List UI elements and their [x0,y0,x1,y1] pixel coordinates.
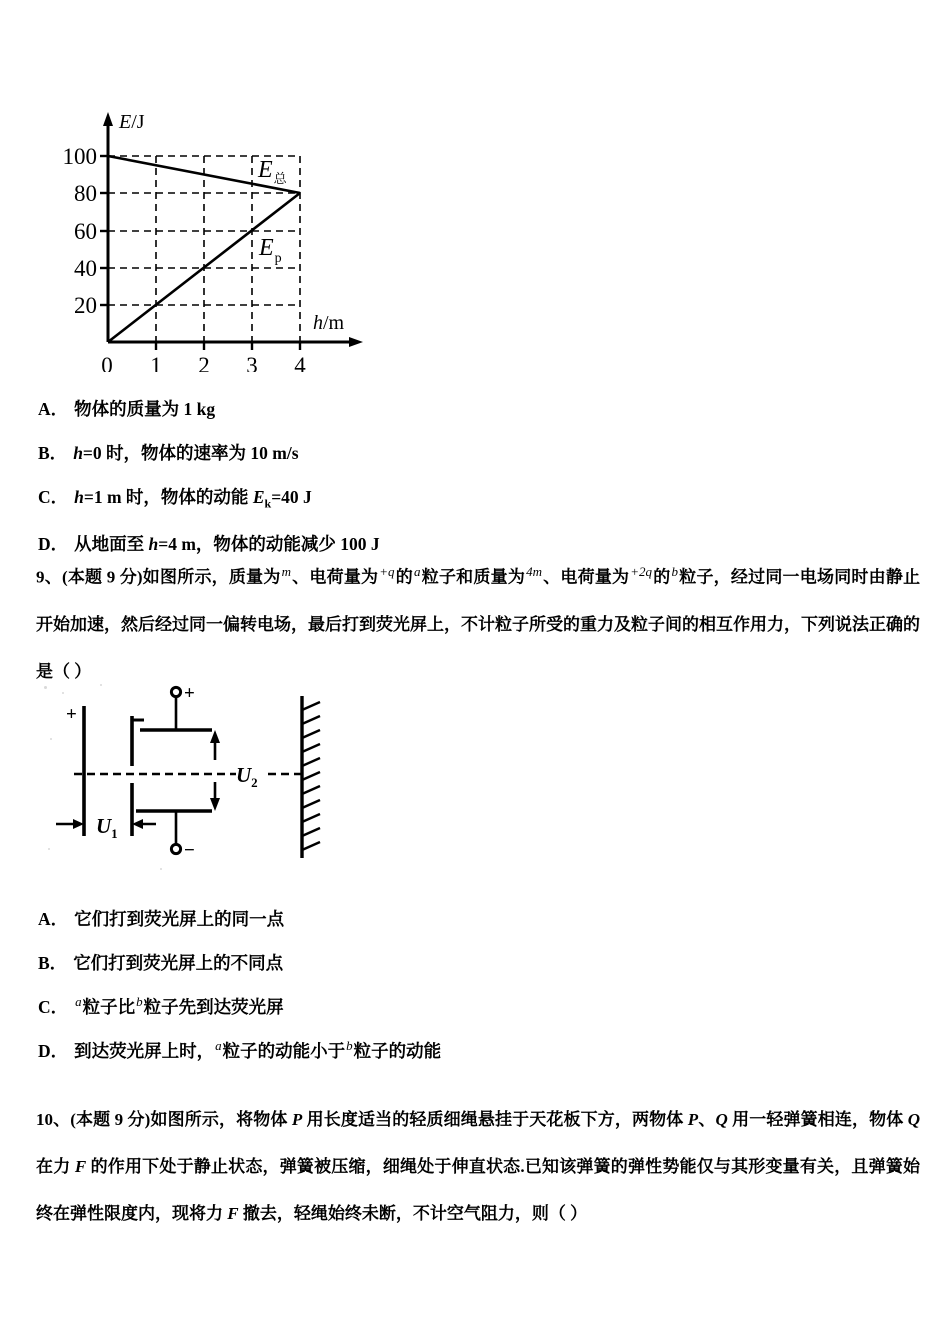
y-tick-80: 80 [74,181,97,206]
option-label: C． [38,487,69,507]
u2-label: $U_2$ [236,763,258,790]
option-text: 到达荧光屏上时，$^a$粒子的动能小于$^b$粒子的动能 [74,1038,442,1061]
question9-options [38,906,441,1082]
energy-vs-height-graph [55,92,395,372]
question10-stem: 10、(本题 9 分)如图所示，将物体 P 用长度适当的轻质细绳悬挂于天花板下方，两物体 P、Q 用一轻弹簧相连，物体 Q 在力 F 的作用下处于静止状态，弹簧被压缩，细绳处于伸直状态.已知该弹簧的弹性势能仅与其形变量有关，且弹簧始终在弹性限度内，现将力 F 撤去，轻绳始终未断，不计空气阻力，则（ ） [36,1110,921,1223]
option-text: h=1 m 时，物体的动能 $E_k=40$ J [74,487,312,511]
x-tick-1: 1 [150,353,162,372]
screen-hatching [302,702,320,850]
question9-option-c[interactable] [38,994,441,1019]
option-label: B． [38,953,68,973]
curve-label-total: $E_总$ [258,157,287,186]
origin-label: 0 [101,353,113,372]
y-tick-20: 20 [74,293,97,318]
curve-label-potential: $E_p$ [259,235,282,266]
option-text: 它们打到荧光屏上的不同点 [73,953,284,973]
option-label: A． [38,399,69,419]
question9-option-a[interactable] [38,906,441,931]
u1-label: $U_1$ [96,814,118,841]
question8-option-a[interactable] [38,396,380,421]
y-axis-label: E/J [119,111,145,133]
x-tick-2: 2 [198,353,210,372]
u2-arrow-up [210,730,220,743]
option-text: $^a$粒子比$^b$粒子先到达荧光屏 [75,994,284,1017]
option-text: h=0 时，物体的速率为 10 m/s [73,443,299,463]
question9-stem: 9、(本题 9 分)如图所示，质量为$^m$、电荷量为$^{+q}$的$^a$粒子和质量为$^{4m}$、电荷量为$^{+2q}$的$^b$粒子，经过同一电场同时由静止开始加速，然后经过同一偏转电场，最后打到荧光屏上，不计粒子所受的重力及粒子间的相互作用力，下列说法正确的是（ ） [36,564,921,681]
option-label: A． [38,909,69,929]
option-label: D． [38,533,69,554]
option-text: 它们打到荧光屏上的同一点 [74,909,285,929]
question8-option-b[interactable] [38,440,380,465]
y-tick-100: 100 [62,144,97,169]
question9-option-d[interactable] [38,1038,441,1063]
terminal-node-top [171,687,180,696]
question9-option-b[interactable] [38,950,441,975]
question10-number: 10、(本题 9 分) [36,1110,151,1129]
question9-number: 9、(本题 9 分) [36,567,143,587]
x-axis-label: h/m [313,312,345,334]
option-text: 从地面至 h=4 m，物体的动能减少 100 J [74,533,380,554]
accel-plus-sign: + [66,704,77,725]
x-tick-3: 3 [246,353,258,372]
option-label: B． [38,443,68,463]
accelerating-deflecting-field-diagram [40,678,350,883]
deflect-plus-sign: + [184,683,195,704]
deflect-minus-sign: − [184,840,195,861]
y-tick-40: 40 [74,256,97,281]
option-label: C． [38,997,69,1017]
option-label: D． [38,1041,69,1061]
y-tick-60: 60 [74,219,97,244]
x-tick-4: 4 [294,353,306,372]
question8-option-c[interactable] [38,484,380,512]
terminal-node-bottom [171,844,180,853]
u2-arrow-down [210,798,220,811]
option-text: 物体的质量为 1 kg [74,399,216,419]
